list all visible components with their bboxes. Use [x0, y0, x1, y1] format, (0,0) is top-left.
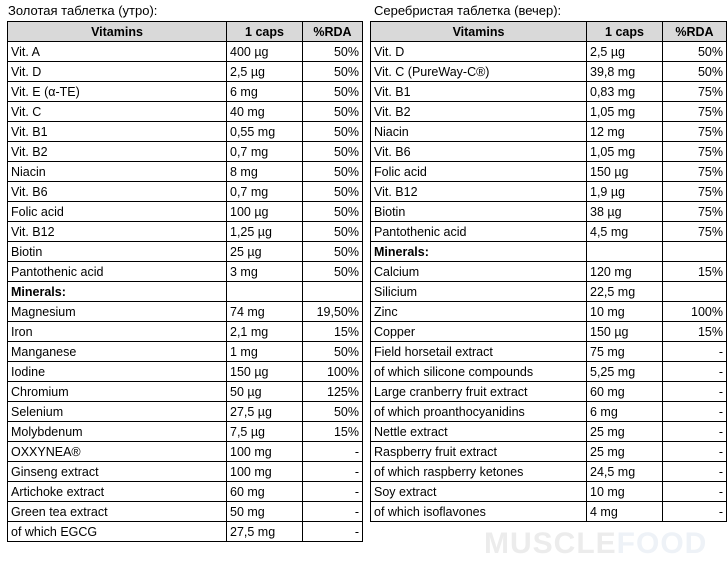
nutrient-name-cell: Iodine	[8, 362, 227, 382]
table-row	[8, 362, 363, 382]
rda-cell: 100%	[663, 302, 727, 322]
nutrient-name-cell: Minerals:	[8, 282, 227, 302]
amount-cell: 75 mg	[587, 342, 663, 362]
table-row	[371, 202, 727, 222]
rda-cell: 50%	[663, 62, 727, 82]
header-row	[8, 22, 363, 42]
amount-cell: 0,7 mg	[227, 142, 303, 162]
amount-cell: 0,55 mg	[227, 122, 303, 142]
nutrient-name-cell: Folic acid	[8, 202, 227, 222]
amount-cell: 120 mg	[587, 262, 663, 282]
rda-cell: 15%	[663, 322, 727, 342]
nutrient-name-cell: Vit. D	[371, 42, 587, 62]
rda-cell: 125%	[303, 382, 363, 402]
table-row	[8, 382, 363, 402]
nutrient-name-cell: Copper	[371, 322, 587, 342]
amount-cell: 6 mg	[587, 402, 663, 422]
rda-cell: -	[303, 522, 363, 542]
table-row	[371, 482, 727, 502]
amount-cell: 6 mg	[227, 82, 303, 102]
amount-cell: 2,5 µg	[587, 42, 663, 62]
nutrient-name-cell: Vit. B12	[371, 182, 587, 202]
table-row	[8, 522, 363, 542]
table-row	[371, 122, 727, 142]
nutrient-name-cell: Vit. D	[8, 62, 227, 82]
nutrient-name-cell: Selenium	[8, 402, 227, 422]
right-vitamins-table	[370, 21, 727, 522]
rda-cell	[663, 242, 727, 262]
table-row	[8, 482, 363, 502]
table-body	[8, 42, 363, 542]
amount-cell: 2,1 mg	[227, 322, 303, 342]
amount-cell: 12 mg	[587, 122, 663, 142]
rda-cell: 75%	[663, 222, 727, 242]
nutrient-name-cell: Raspberry fruit extract	[371, 442, 587, 462]
table-row	[371, 322, 727, 342]
nutrient-name-cell: Magnesium	[8, 302, 227, 322]
rda-cell: 50%	[303, 42, 363, 62]
amount-cell: 100 µg	[227, 202, 303, 222]
table-row	[8, 182, 363, 202]
table-row	[8, 242, 363, 262]
table-row	[371, 402, 727, 422]
nutrient-name-cell: Biotin	[8, 242, 227, 262]
table-row	[371, 502, 727, 522]
table-row	[8, 402, 363, 422]
amount-cell: 150 µg	[587, 162, 663, 182]
rda-cell: 50%	[663, 42, 727, 62]
rda-cell: 50%	[303, 122, 363, 142]
table-row	[8, 442, 363, 462]
nutrient-name-cell: Pantothenic acid	[371, 222, 587, 242]
amount-cell: 50 mg	[227, 502, 303, 522]
amount-cell: 27,5 mg	[227, 522, 303, 542]
rda-cell: 50%	[303, 82, 363, 102]
nutrient-name-cell: Vit. B12	[8, 222, 227, 242]
watermark-part-2: FOOD	[616, 527, 708, 560]
rda-cell: 15%	[303, 422, 363, 442]
amount-cell: 1,25 µg	[227, 222, 303, 242]
nutrient-name-cell: of which silicone compounds	[371, 362, 587, 382]
amount-cell: 60 mg	[227, 482, 303, 502]
amount-cell: 1 mg	[227, 342, 303, 362]
amount-cell: 50 µg	[227, 382, 303, 402]
nutrient-name-cell: Iron	[8, 322, 227, 342]
rda-cell	[303, 282, 363, 302]
table-row	[371, 382, 727, 402]
table-row	[371, 262, 727, 282]
table-row	[8, 282, 363, 302]
table-body	[371, 42, 727, 522]
left-table-caption: Золотая таблетка (утро):	[8, 3, 158, 18]
nutrient-name-cell: Large cranberry fruit extract	[371, 382, 587, 402]
rda-cell: -	[663, 502, 727, 522]
rda-cell: 50%	[303, 342, 363, 362]
amount-cell: 1,05 mg	[587, 102, 663, 122]
nutrient-name-cell: of which EGCG	[8, 522, 227, 542]
right-table-caption: Серебристая таблетка (вечер):	[374, 3, 562, 18]
table-row	[8, 222, 363, 242]
rda-cell: -	[663, 442, 727, 462]
table-row	[8, 262, 363, 282]
table-row	[371, 442, 727, 462]
amount-cell: 150 µg	[227, 362, 303, 382]
nutrient-name-cell: Chromium	[8, 382, 227, 402]
table-row	[8, 422, 363, 442]
rda-cell: 50%	[303, 162, 363, 182]
amount-cell: 100 mg	[227, 442, 303, 462]
rda-cell: -	[663, 342, 727, 362]
nutrient-name-cell: of which isoflavones	[371, 502, 587, 522]
table-row	[8, 202, 363, 222]
rda-cell: 50%	[303, 62, 363, 82]
musclefood-watermark	[484, 527, 707, 561]
nutrient-name-cell: OXXYNEA®	[8, 442, 227, 462]
rda-cell: -	[663, 462, 727, 482]
nutrient-name-cell: Pantothenic acid	[8, 262, 227, 282]
table-row	[371, 142, 727, 162]
rda-cell: 75%	[663, 82, 727, 102]
rda-cell: 75%	[663, 202, 727, 222]
rda-cell: 50%	[303, 262, 363, 282]
rda-cell: -	[303, 502, 363, 522]
vitamins-header: Vitamins	[371, 22, 587, 42]
table-row	[8, 62, 363, 82]
nutrient-name-cell: Vit. B6	[8, 182, 227, 202]
rda-cell: -	[303, 442, 363, 462]
nutrient-name-cell: Vit. B6	[371, 142, 587, 162]
table-row	[371, 362, 727, 382]
amount-cell: 0,83 mg	[587, 82, 663, 102]
left-vitamins-table	[7, 21, 363, 542]
nutrient-name-cell: Green tea extract	[8, 502, 227, 522]
nutrient-name-cell: Zinc	[371, 302, 587, 322]
nutrient-name-cell: Biotin	[371, 202, 587, 222]
amount-cell: 25 µg	[227, 242, 303, 262]
table-row	[371, 342, 727, 362]
vitamins-header: Vitamins	[8, 22, 227, 42]
amount-cell: 4,5 mg	[587, 222, 663, 242]
caps-header: 1 caps	[227, 22, 303, 42]
rda-cell: 100%	[303, 362, 363, 382]
rda-cell: -	[663, 402, 727, 422]
amount-cell: 2,5 µg	[227, 62, 303, 82]
amount-cell: 38 µg	[587, 202, 663, 222]
rda-cell: 75%	[663, 122, 727, 142]
nutrient-name-cell: Vit. B1	[8, 122, 227, 142]
amount-cell: 60 mg	[587, 382, 663, 402]
table-row	[371, 102, 727, 122]
amount-cell	[227, 282, 303, 302]
amount-cell: 1,05 mg	[587, 142, 663, 162]
amount-cell: 74 mg	[227, 302, 303, 322]
table-row	[8, 462, 363, 482]
nutrient-name-cell: Vit. C	[8, 102, 227, 122]
amount-cell: 0,7 mg	[227, 182, 303, 202]
amount-cell: 8 mg	[227, 162, 303, 182]
rda-cell: 75%	[663, 162, 727, 182]
rda-cell: 50%	[303, 142, 363, 162]
table-row	[371, 62, 727, 82]
nutrient-name-cell: Field horsetail extract	[371, 342, 587, 362]
amount-cell: 10 mg	[587, 482, 663, 502]
nutrient-name-cell: Niacin	[8, 162, 227, 182]
amount-cell: 100 mg	[227, 462, 303, 482]
nutrient-name-cell: Minerals:	[371, 242, 587, 262]
nutrient-name-cell: Calcium	[371, 262, 587, 282]
amount-cell: 7,5 µg	[227, 422, 303, 442]
nutrient-name-cell: Vit. C (PureWay-C®)	[371, 62, 587, 82]
amount-cell: 40 mg	[227, 102, 303, 122]
rda-cell: 15%	[663, 262, 727, 282]
amount-cell: 39,8 mg	[587, 62, 663, 82]
table-row	[8, 122, 363, 142]
nutrient-name-cell: Niacin	[371, 122, 587, 142]
table-row	[8, 82, 363, 102]
amount-cell: 10 mg	[587, 302, 663, 322]
nutrient-name-cell: Vit. B2	[8, 142, 227, 162]
rda-cell	[663, 282, 727, 302]
rda-cell: 75%	[663, 102, 727, 122]
table-row	[371, 302, 727, 322]
nutrient-name-cell: Artichoke extract	[8, 482, 227, 502]
rda-cell: -	[663, 422, 727, 442]
rda-cell: 75%	[663, 142, 727, 162]
rda-cell: -	[303, 462, 363, 482]
rda-cell: -	[303, 482, 363, 502]
amount-cell: 25 mg	[587, 422, 663, 442]
amount-cell: 24,5 mg	[587, 462, 663, 482]
table-row	[371, 42, 727, 62]
amount-cell: 5,25 mg	[587, 362, 663, 382]
table-row	[8, 142, 363, 162]
nutrient-name-cell: Soy extract	[371, 482, 587, 502]
nutrient-name-cell: Silicium	[371, 282, 587, 302]
watermark-part-1: MUSCLE	[484, 527, 617, 560]
amount-cell: 3 mg	[227, 262, 303, 282]
table-row	[8, 42, 363, 62]
rda-cell: 50%	[303, 102, 363, 122]
nutrient-name-cell: Vit. B1	[371, 82, 587, 102]
nutrient-name-cell: Nettle extract	[371, 422, 587, 442]
nutrient-name-cell: Ginseng extract	[8, 462, 227, 482]
table-row	[8, 502, 363, 522]
header-row	[371, 22, 727, 42]
rda-cell: 15%	[303, 322, 363, 342]
nutrient-name-cell: Vit. E (α-TE)	[8, 82, 227, 102]
rda-cell: 50%	[303, 222, 363, 242]
nutrient-name-cell: Molybdenum	[8, 422, 227, 442]
table-row	[371, 242, 727, 262]
table-row	[371, 82, 727, 102]
table-row	[371, 462, 727, 482]
table-row	[371, 222, 727, 242]
rda-header: %RDA	[663, 22, 727, 42]
amount-cell: 22,5 mg	[587, 282, 663, 302]
amount-cell: 4 mg	[587, 502, 663, 522]
rda-cell: 50%	[303, 402, 363, 422]
rda-cell: 19,50%	[303, 302, 363, 322]
amount-cell: 1,9 µg	[587, 182, 663, 202]
table-row	[371, 182, 727, 202]
rda-cell: 50%	[303, 242, 363, 262]
table-row	[371, 282, 727, 302]
rda-header: %RDA	[303, 22, 363, 42]
table-row	[8, 302, 363, 322]
amount-cell	[587, 242, 663, 262]
nutrient-name-cell: Manganese	[8, 342, 227, 362]
table-row	[371, 162, 727, 182]
rda-cell: -	[663, 482, 727, 502]
table-row	[8, 342, 363, 362]
rda-cell: -	[663, 362, 727, 382]
nutrient-name-cell: Vit. A	[8, 42, 227, 62]
table-row	[8, 322, 363, 342]
nutrient-name-cell: of which proanthocyanidins	[371, 402, 587, 422]
table-row	[371, 422, 727, 442]
amount-cell: 25 mg	[587, 442, 663, 462]
amount-cell: 150 µg	[587, 322, 663, 342]
nutrient-name-cell: Vit. B2	[371, 102, 587, 122]
amount-cell: 27,5 µg	[227, 402, 303, 422]
rda-cell: 75%	[663, 182, 727, 202]
nutrient-name-cell: of which raspberry ketones	[371, 462, 587, 482]
caps-header: 1 caps	[587, 22, 663, 42]
rda-cell: 50%	[303, 202, 363, 222]
rda-cell: 50%	[303, 182, 363, 202]
table-row	[8, 162, 363, 182]
table-row	[8, 102, 363, 122]
amount-cell: 400 µg	[227, 42, 303, 62]
nutrient-name-cell: Folic acid	[371, 162, 587, 182]
rda-cell: -	[663, 382, 727, 402]
